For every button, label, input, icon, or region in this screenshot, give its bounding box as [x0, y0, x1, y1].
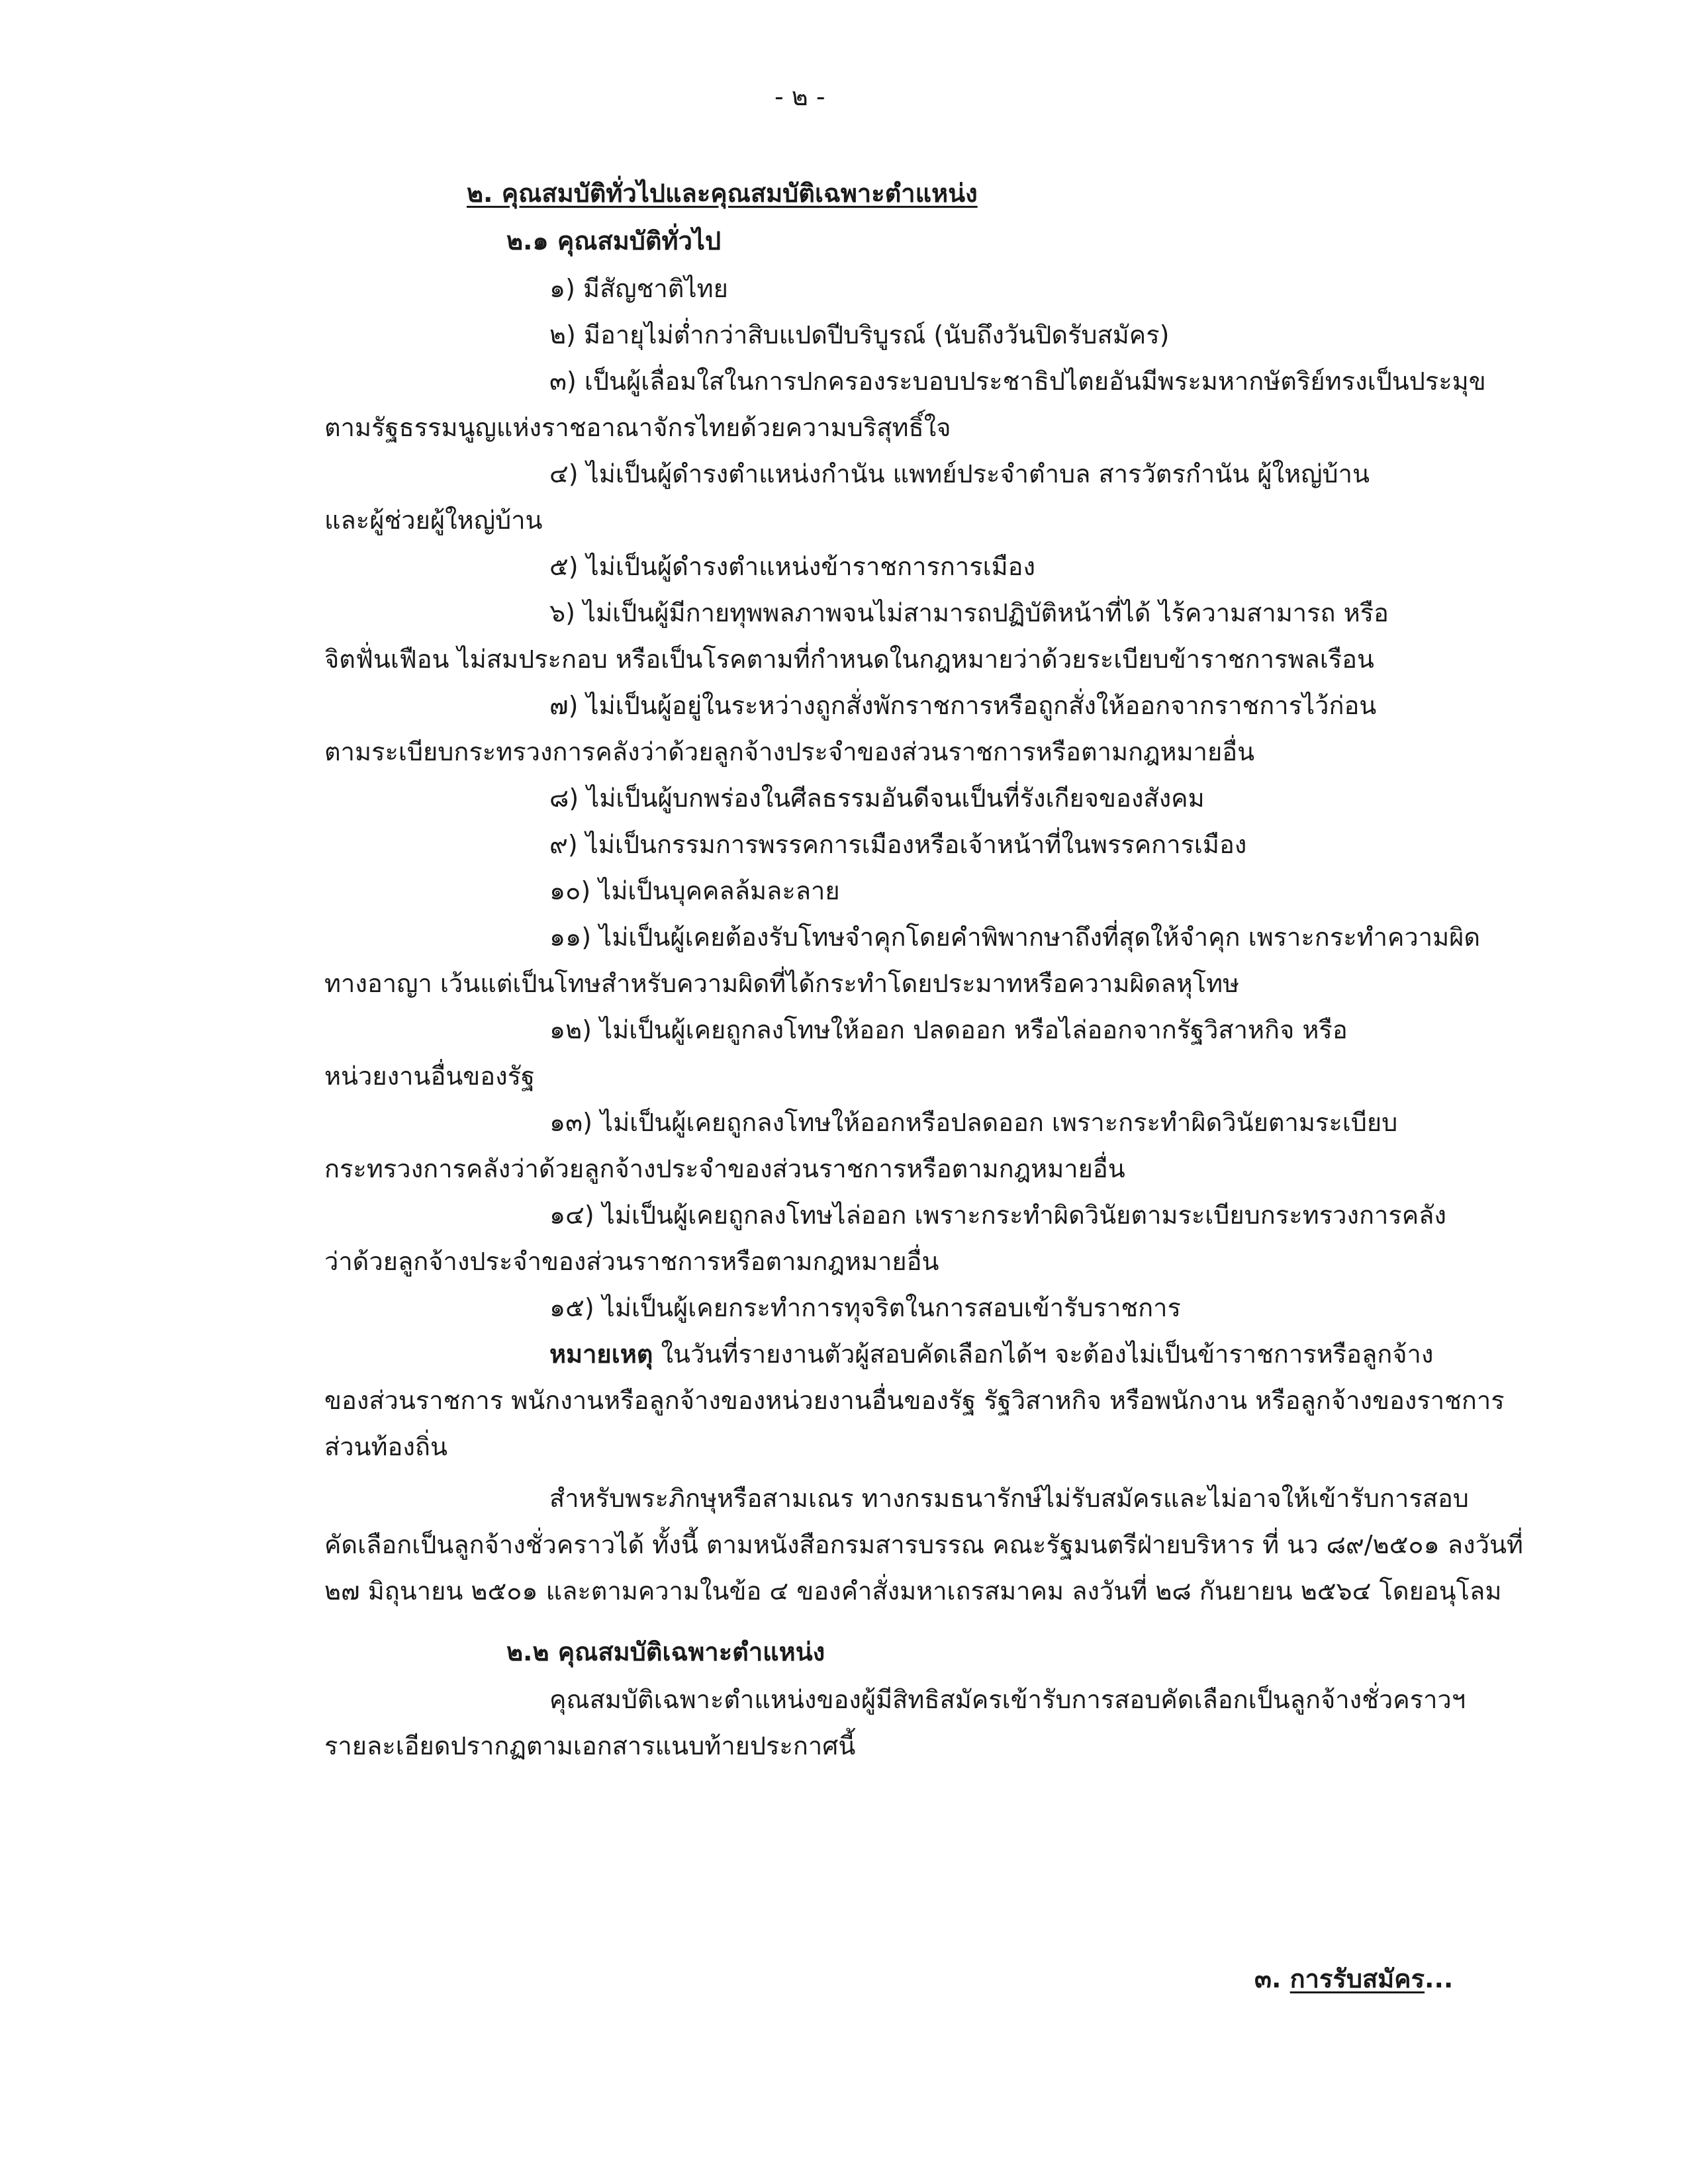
general-item-1: ๑) มีสัญชาติไทย	[549, 274, 728, 303]
monk-paragraph-line-1: สำหรับพระภิกษุหรือสามเณร ทางกรมธนารักษ์ไม่รับสมัครและไม่อาจให้เข้ารับการสอบ	[549, 1484, 1469, 1513]
general-item-3: ๓) เป็นผู้เลื่อมใสในการปกครองระบอบประชาธิปไตยอันมีพระมหากษัตริย์ทรงเป็นประมุข	[549, 367, 1486, 396]
footer-suffix: ...	[1425, 1964, 1454, 1993]
general-item-3-continued: ตามรัฐธรรมนูญแห่งราชอาณาจักรไทยด้วยความบริสุทธิ์ใจ	[324, 413, 951, 442]
general-item-13-continued: กระทรวงการคลังว่าด้วยลูกจ้างประจำของส่วนราชการหรือตามกฎหมายอื่น	[324, 1154, 1125, 1183]
general-qualifications-heading: ๒.๑ คุณสมบัติทั่วไป	[506, 226, 722, 255]
general-item-11: ๑๑) ไม่เป็นผู้เคยต้องรับโทษจำคุกโดยคำพิพากษาถึงที่สุดให้จำคุก เพราะกระทำความผิด	[549, 923, 1481, 952]
footer-next-heading: การรับสมัคร	[1289, 1964, 1425, 1993]
general-item-2: ๒) มีอายุไม่ต่ำกว่าสิบแปดปีบริบูรณ์ (นับถึงวันปิดรับสมัคร)	[549, 320, 1170, 349]
general-item-12: ๑๒) ไม่เป็นผู้เคยถูกลงโทษให้ออก ปลดออก หรือไล่ออกจากรัฐวิสาหกิจ หรือ	[549, 1015, 1348, 1044]
general-item-12-continued: หน่วยงานอื่นของรัฐ	[324, 1062, 536, 1091]
note-line-2: ของส่วนราชการ พนักงานหรือลูกจ้างของหน่วยงานอื่นของรัฐ รัฐวิสาหกิจ หรือพนักงาน หรือลูกจ้างของราชการ	[324, 1386, 1505, 1415]
general-item-13: ๑๓) ไม่เป็นผู้เคยถูกลงโทษให้ออกหรือปลดออก เพราะกระทำผิดวินัยตามระเบียบ	[549, 1108, 1398, 1137]
general-item-6: ๖) ไม่เป็นผู้มีกายทุพพลภาพจนไม่สามารถปฏิบัติหน้าที่ได้ ไร้ความสามารถ หรือ	[549, 598, 1389, 627]
note-line-1-text: ในวันที่รายงานตัวผู้สอบคัดเลือกได้ฯ จะต้องไม่เป็นข้าราชการหรือลูกจ้าง	[653, 1340, 1434, 1369]
specific-qualifications-heading: ๒.๒ คุณสมบัติเฉพาะตำแหน่ง	[506, 1637, 825, 1666]
general-item-4: ๔) ไม่เป็นผู้ดำรงตำแหน่งกำนัน แพทย์ประจำตำบล สารวัตรกำนัน ผู้ใหญ่บ้าน	[549, 459, 1370, 488]
monk-paragraph-line-3: ๒๗ มิถุนายน ๒๕๐๑ และตามความในข้อ ๔ ของคำสั่งมหาเถรสมาคม ลงวันที่ ๒๘ กันยายน ๒๕๖๔ โดยอนุโลม	[324, 1576, 1502, 1606]
general-item-7-continued: ตามระเบียบกระทรวงการคลังว่าด้วยลูกจ้างประจำของส่วนราชการหรือตามกฎหมายอื่น	[324, 737, 1255, 766]
general-item-10: ๑๐) ไม่เป็นบุคคลล้มละลาย	[549, 876, 840, 905]
note-line-3: ส่วนท้องถิ่น	[324, 1432, 447, 1461]
general-item-7: ๗) ไม่เป็นผู้อยู่ในระหว่างถูกสั่งพักราชการหรือถูกสั่งให้ออกจากราชการไว้ก่อน	[549, 691, 1377, 720]
footer-prefix: ๓.	[1254, 1964, 1290, 1993]
page-number: - ๒ -	[774, 82, 825, 111]
general-item-5: ๕) ไม่เป็นผู้ดำรงตำแหน่งข้าราชการการเมือง	[549, 552, 1036, 581]
next-section-footer	[1254, 1963, 1453, 1995]
general-item-8: ๘) ไม่เป็นผู้บกพร่องในศีลธรรมอันดีจนเป็นที่รังเกียจของสังคม	[549, 784, 1205, 813]
general-item-11-continued: ทางอาญา เว้นแต่เป็นโทษสำหรับความผิดที่ได้กระทำโดยประมาทหรือความผิดลหุโทษ	[324, 969, 1240, 998]
monk-paragraph-line-2: คัดเลือกเป็นลูกจ้างชั่วคราวได้ ทั้งนี้ ตามหนังสือกรมสารบรรณ คณะรัฐมนตรีฝ่ายบริหาร ที่ นว ๘๙/๒๕๐๑ ลงวันที่	[324, 1530, 1523, 1559]
general-item-4-continued: และผู้ช่วยผู้ใหญ่บ้าน	[324, 506, 543, 535]
general-item-14: ๑๔) ไม่เป็นผู้เคยถูกลงโทษไล่ออก เพราะกระทำผิดวินัยตามระเบียบกระทรวงการคลัง	[549, 1201, 1446, 1230]
general-item-6-continued: จิตฟั่นเฟือน ไม่สมประกอบ หรือเป็นโรคตามที่กำหนดในกฎหมายว่าด้วยระเบียบข้าราชการพลเรือน	[324, 645, 1374, 674]
general-item-9: ๙) ไม่เป็นกรรมการพรรคการเมืองหรือเจ้าหน้าที่ในพรรคการเมือง	[549, 830, 1247, 859]
specific-line-1: คุณสมบัติเฉพาะตำแหน่งของผู้มีสิทธิสมัครเข้ารับการสอบคัดเลือกเป็นลูกจ้างชั่วคราวฯ	[549, 1685, 1466, 1714]
general-item-15: ๑๕) ไม่เป็นผู้เคยกระทำการทุจริตในการสอบเข้ารับราชการ	[549, 1293, 1181, 1322]
note-label: หมายเหตุ	[549, 1340, 653, 1369]
specific-line-2: รายละเอียดปรากฏตามเอกสารแนบท้ายประกาศนี้	[324, 1731, 856, 1760]
section-heading: ๒. คุณสมบัติทั่วไปและคุณสมบัติเฉพาะตำแหน่ง	[467, 179, 978, 208]
note-line-1	[549, 1338, 1433, 1370]
general-item-14-continued: ว่าด้วยลูกจ้างประจำของส่วนราชการหรือตามกฎหมายอื่น	[324, 1247, 939, 1276]
